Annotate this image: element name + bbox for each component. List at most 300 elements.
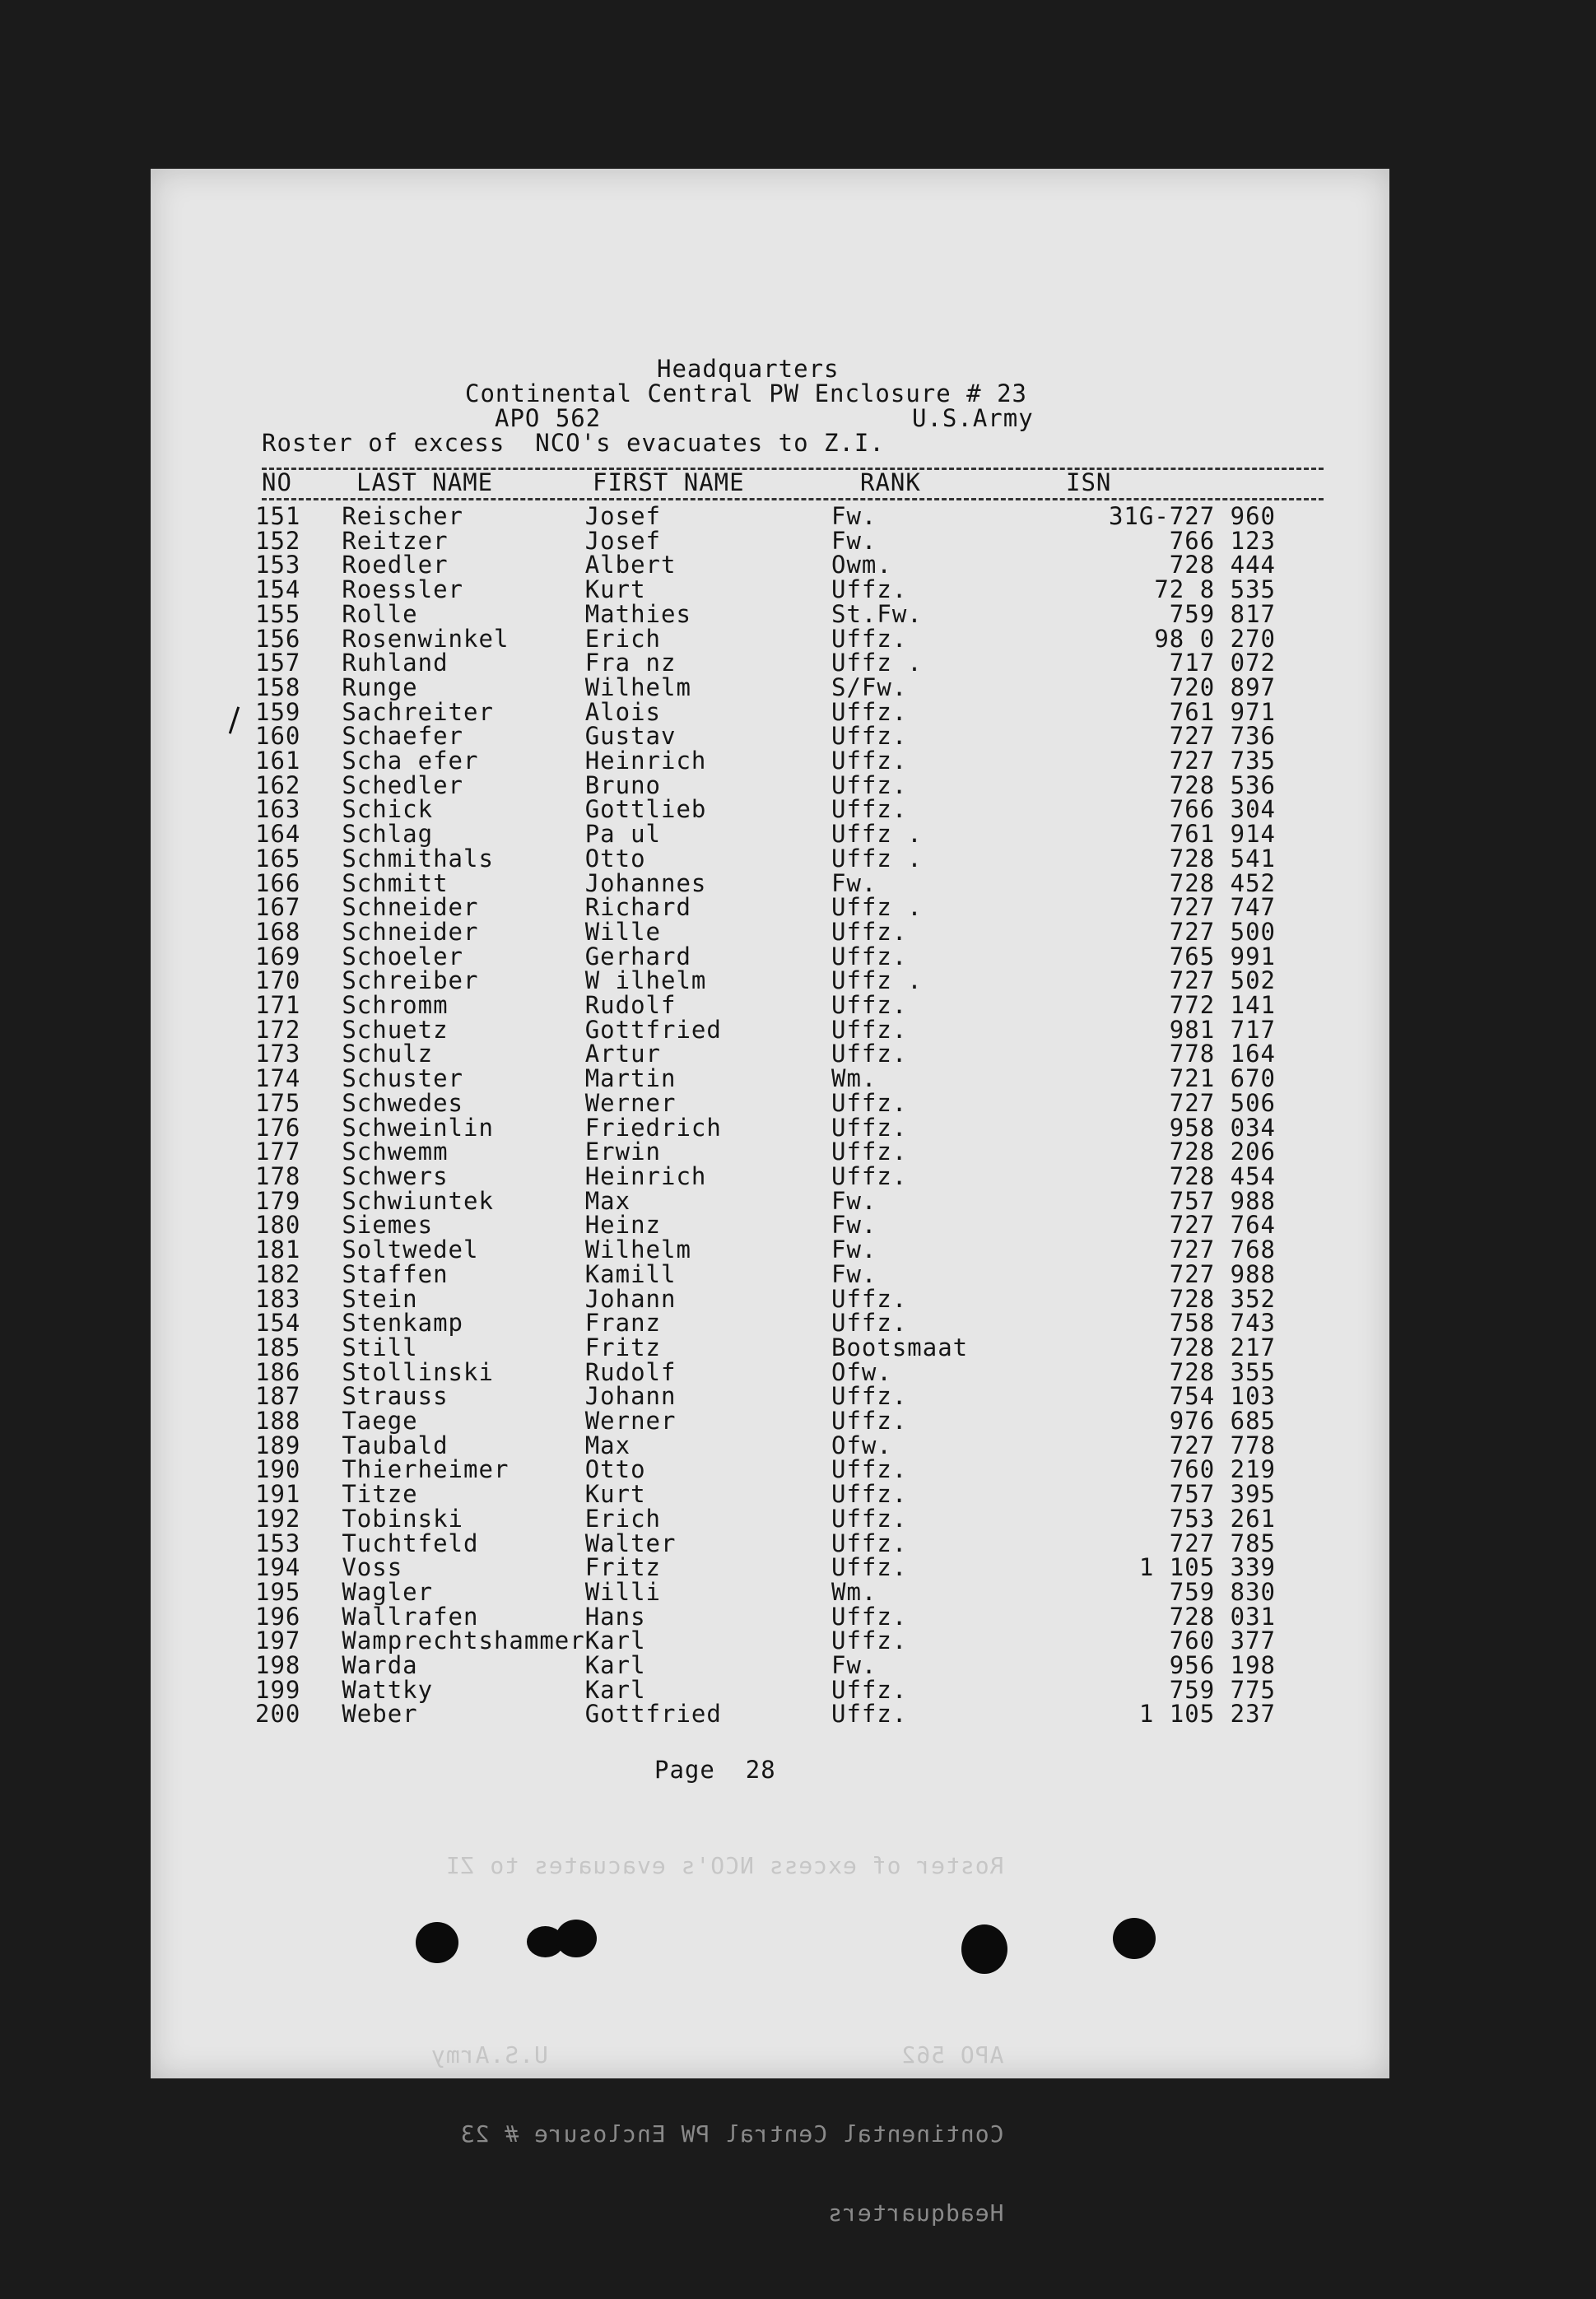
last-name-cell: Strauss	[342, 1382, 449, 1411]
row-number: 185	[255, 1333, 301, 1361]
bleed-line: APO 562 U.S.Army	[430, 2041, 1004, 2069]
last-name-cell: Stenkamp	[342, 1309, 464, 1338]
isn-cell: 31G-727 960	[1108, 502, 1276, 530]
isn-cell: 728 541	[1169, 844, 1276, 873]
table-row	[255, 1263, 1325, 1287]
table-row	[255, 676, 1325, 700]
first-name-cell: Karl	[584, 1651, 646, 1680]
rank-cell: Ofw.	[831, 1431, 892, 1459]
rank-cell: Ofw.	[831, 1357, 892, 1386]
row-number: 155	[255, 599, 301, 628]
isn-cell: 976 685	[1169, 1407, 1276, 1436]
first-name-cell: Fritz	[584, 1553, 662, 1582]
rank-cell: Uffz.	[831, 1040, 908, 1068]
rank-cell: Fw.	[831, 1211, 877, 1240]
row-number: 153	[255, 1529, 301, 1557]
table-row	[255, 1678, 1325, 1703]
last-name-cell: Schmithals	[342, 844, 494, 873]
isn-cell: 760 377	[1169, 1627, 1276, 1655]
first-name-cell: Bruno	[584, 770, 662, 799]
first-name-cell: Alois	[584, 697, 662, 726]
isn-cell: 728 454	[1169, 1161, 1276, 1190]
rank-cell: Uffz.	[831, 722, 908, 751]
isn-cell: 717 072	[1169, 649, 1276, 677]
table-row	[255, 603, 1325, 627]
isn-cell: 727 735	[1169, 747, 1276, 775]
table-row	[255, 994, 1325, 1018]
row-number: 167	[255, 893, 301, 922]
row-number: 179	[255, 1186, 301, 1215]
row-number: 163	[255, 795, 301, 824]
rank-cell: Fw.	[831, 502, 877, 530]
last-name-cell: Reitzer	[342, 526, 449, 555]
last-name-cell: Wattky	[342, 1675, 434, 1704]
table-row	[255, 651, 1325, 676]
header-enclosure: Continental Central PW Enclosure # 23	[465, 379, 1028, 407]
rank-cell: Uffz.	[831, 1602, 908, 1631]
first-name-cell: Franz	[584, 1309, 662, 1338]
table-row	[255, 1702, 1325, 1727]
first-name-cell: Rudolf	[584, 991, 677, 1020]
last-name-cell: Schwiuntek	[342, 1186, 494, 1215]
row-number: 174	[255, 1064, 301, 1093]
last-name-cell: Schulz	[342, 1040, 434, 1068]
last-name-cell: Roedler	[342, 551, 449, 579]
bleed-line: Continental Central PW Enclosure # 23	[459, 2120, 1004, 2148]
first-name-cell: Gerhard	[584, 942, 691, 970]
isn-cell: 727 502	[1169, 966, 1276, 995]
rank-cell: St.Fw.	[831, 599, 923, 628]
last-name-cell: Still	[342, 1333, 418, 1361]
row-number: 153	[255, 551, 301, 579]
isn-cell: 761 971	[1169, 697, 1276, 726]
first-name-cell: Pa ul	[584, 820, 662, 849]
first-name-cell: Heinrich	[584, 1161, 707, 1190]
rank-cell: Owm.	[831, 551, 892, 579]
first-name-cell: Otto	[584, 844, 646, 873]
rank-cell: Uffz.	[831, 1088, 908, 1117]
isn-cell: 753 261	[1169, 1504, 1276, 1533]
last-name-cell: Wamprechtshammer	[342, 1627, 585, 1655]
row-number: 152	[255, 526, 301, 555]
table-row	[255, 1336, 1325, 1361]
isn-cell: 759 775	[1169, 1675, 1276, 1704]
rank-cell: Uffz.	[831, 1627, 908, 1655]
last-name-cell: Wallrafen	[342, 1602, 479, 1631]
last-name-cell: Staffen	[342, 1259, 449, 1288]
dashed-rule-bottom	[262, 498, 1324, 500]
row-number: 151	[255, 502, 301, 530]
rank-cell: Fw.	[831, 526, 877, 555]
isn-cell: 728 444	[1169, 551, 1276, 579]
isn-cell: 72 8 535	[1154, 575, 1276, 604]
row-number: 164	[255, 820, 301, 849]
table-row	[255, 724, 1325, 749]
first-name-cell: Gustav	[584, 722, 677, 751]
roster-table-body	[255, 502, 1325, 1729]
row-number: 198	[255, 1651, 301, 1680]
last-name-cell: Tuchtfeld	[342, 1529, 479, 1557]
first-name-cell: Fritz	[584, 1333, 662, 1361]
first-name-cell: Walter	[584, 1529, 677, 1557]
last-name-cell: Schwers	[342, 1161, 449, 1190]
rank-cell: Uffz.	[831, 747, 908, 775]
row-number: 165	[255, 844, 301, 873]
table-row	[255, 749, 1325, 774]
rank-cell: Uffz.	[831, 1455, 908, 1484]
rank-cell: Uffz.	[831, 1284, 908, 1313]
last-name-cell: Schromm	[342, 991, 449, 1020]
header-apo: APO 562	[495, 404, 602, 432]
last-name-cell: Taubald	[342, 1431, 449, 1459]
last-name-cell: Soltwedel	[342, 1236, 479, 1264]
isn-cell: 727 988	[1169, 1259, 1276, 1288]
table-row	[255, 1311, 1325, 1336]
isn-cell: 1 105 237	[1138, 1700, 1276, 1729]
last-name-cell: Rosenwinkel	[342, 624, 510, 653]
isn-cell: 761 914	[1169, 820, 1276, 849]
isn-cell: 757 395	[1169, 1480, 1276, 1509]
table-row	[255, 1189, 1325, 1214]
isn-cell: 727 736	[1169, 722, 1276, 751]
last-name-cell: Schwedes	[342, 1088, 464, 1117]
rank-cell: Fw.	[831, 1186, 877, 1215]
table-row	[255, 1556, 1325, 1580]
document-page	[151, 169, 1389, 2227]
last-name-cell: Sachreiter	[342, 697, 494, 726]
table-row	[255, 1238, 1325, 1263]
row-number: 182	[255, 1259, 301, 1288]
rank-cell: Uffz.	[831, 697, 908, 726]
last-name-cell: Runge	[342, 672, 418, 701]
table-row	[255, 1507, 1325, 1532]
last-name-cell: Ruhland	[342, 649, 449, 677]
row-number: 189	[255, 1431, 301, 1459]
table-row	[255, 1067, 1325, 1091]
punch-hole	[556, 1920, 597, 1957]
first-name-cell: Wille	[584, 917, 662, 946]
row-number: 181	[255, 1236, 301, 1264]
first-name-cell: Heinrich	[584, 747, 707, 775]
rank-cell: Uffz.	[831, 575, 908, 604]
first-name-cell: Wilhelm	[584, 1236, 691, 1264]
isn-cell: 981 717	[1169, 1015, 1276, 1044]
last-name-cell: Schweinlin	[342, 1113, 494, 1142]
isn-cell: 778 164	[1169, 1040, 1276, 1068]
last-name-cell: Warda	[342, 1651, 418, 1680]
punch-hole	[961, 1924, 1007, 1974]
rank-cell: Fw.	[831, 1651, 877, 1680]
first-name-cell: Max	[584, 1431, 631, 1459]
first-name-cell: Rudolf	[584, 1357, 677, 1386]
rank-cell: S/Fw.	[831, 672, 908, 701]
row-number: 156	[255, 624, 301, 653]
row-number: 170	[255, 966, 301, 995]
bleed-through-text	[430, 1800, 1003, 2279]
rank-cell: Uffz.	[831, 770, 908, 799]
isn-cell: 956 198	[1169, 1651, 1276, 1680]
last-name-cell: Schaefer	[342, 722, 464, 751]
first-name-cell: Karl	[584, 1675, 646, 1704]
first-name-cell: Josef	[584, 526, 662, 555]
table-row	[255, 1091, 1325, 1116]
isn-cell: 758 743	[1169, 1309, 1276, 1338]
rank-cell: Fw.	[831, 1236, 877, 1264]
first-name-cell: Mathies	[584, 599, 691, 628]
rank-cell: Uffz.	[831, 1161, 908, 1190]
table-row	[255, 1287, 1325, 1312]
header-army: U.S.Army	[912, 404, 1034, 432]
isn-cell: 727 747	[1169, 893, 1276, 922]
first-name-cell: Erich	[584, 1504, 662, 1533]
row-number: 166	[255, 868, 301, 897]
row-number: 169	[255, 942, 301, 970]
isn-cell: 765 991	[1169, 942, 1276, 970]
row-number: 187	[255, 1382, 301, 1411]
first-name-cell: Artur	[584, 1040, 662, 1068]
first-name-cell: Albert	[584, 551, 677, 579]
rank-cell: Uffz.	[831, 1700, 908, 1729]
rank-cell: Uffz.	[831, 991, 908, 1020]
table-row	[255, 920, 1325, 945]
last-name-cell: Schick	[342, 795, 434, 824]
rank-cell: Uffz .	[831, 820, 923, 849]
rank-cell: Uffz.	[831, 1382, 908, 1411]
last-name-cell: Schoeler	[342, 942, 464, 970]
last-name-cell: Schedler	[342, 770, 464, 799]
row-number: 172	[255, 1015, 301, 1044]
header-headquarters: Headquarters	[657, 355, 840, 383]
first-name-cell: Johannes	[584, 868, 707, 897]
bleed-line: Roster of excess NCO's evacuates to ZI	[444, 1852, 1004, 1879]
first-name-cell: Kamill	[584, 1259, 677, 1288]
first-name-cell: Karl	[584, 1627, 646, 1655]
first-name-cell: Josef	[584, 502, 662, 530]
column-header-last-name: LAST NAME	[356, 468, 494, 496]
isn-cell: 728 452	[1169, 868, 1276, 897]
row-number: 180	[255, 1211, 301, 1240]
table-row	[255, 700, 1325, 725]
first-name-cell: Werner	[584, 1407, 677, 1436]
first-name-cell: Max	[584, 1186, 631, 1215]
row-number: 178	[255, 1161, 301, 1190]
isn-cell: 728 355	[1169, 1357, 1276, 1386]
isn-cell: 727 785	[1169, 1529, 1276, 1557]
row-number: 154	[255, 1309, 301, 1338]
table-row	[255, 1042, 1325, 1067]
last-name-cell: Schneider	[342, 917, 479, 946]
isn-cell: 958 034	[1169, 1113, 1276, 1142]
row-number: 161	[255, 747, 301, 775]
rank-cell: Uffz.	[831, 1504, 908, 1533]
table-row	[255, 627, 1325, 652]
row-number: 159	[255, 697, 301, 726]
row-number: 186	[255, 1357, 301, 1386]
row-number: 192	[255, 1504, 301, 1533]
rank-cell: Uffz.	[831, 1407, 908, 1436]
rank-cell: Uffz.	[831, 1113, 908, 1142]
table-row	[255, 1116, 1325, 1141]
last-name-cell: Schmitt	[342, 868, 449, 897]
first-name-cell: Heinz	[584, 1211, 662, 1240]
last-name-cell: Reischer	[342, 502, 464, 530]
table-row	[255, 1140, 1325, 1165]
last-name-cell: Schlag	[342, 820, 434, 849]
column-header-rank: RANK	[860, 468, 921, 496]
row-number: 196	[255, 1602, 301, 1631]
rank-cell: Uffz.	[831, 795, 908, 824]
last-name-cell: Weber	[342, 1700, 418, 1729]
isn-cell: 721 670	[1169, 1064, 1276, 1093]
last-name-cell: Roessler	[342, 575, 464, 604]
table-row	[255, 1482, 1325, 1507]
rank-cell: Uffz.	[831, 1529, 908, 1557]
table-row	[255, 1018, 1325, 1043]
rank-cell: Uffz.	[831, 917, 908, 946]
table-row	[255, 1385, 1325, 1409]
table-row	[255, 1629, 1325, 1654]
rank-cell: Fw.	[831, 868, 877, 897]
last-name-cell: Schreiber	[342, 966, 479, 995]
first-name-cell: Werner	[584, 1088, 677, 1117]
rank-cell: Uffz .	[831, 966, 923, 995]
isn-cell: 727 768	[1169, 1236, 1276, 1264]
table-row	[255, 774, 1325, 798]
row-number: 177	[255, 1138, 301, 1166]
isn-cell: 728 352	[1169, 1284, 1276, 1313]
rank-cell: Uffz.	[831, 1015, 908, 1044]
isn-cell: 727 764	[1169, 1211, 1276, 1240]
table-row	[255, 847, 1325, 872]
isn-cell: 728 217	[1169, 1333, 1276, 1361]
table-row	[255, 822, 1325, 847]
table-row	[255, 1434, 1325, 1459]
column-header-no: NO	[262, 468, 292, 496]
rank-cell: Uffz .	[831, 649, 923, 677]
last-name-cell: Voss	[342, 1553, 403, 1582]
rank-cell: Uffz.	[831, 624, 908, 653]
table-row	[255, 1532, 1325, 1557]
table-row	[255, 529, 1325, 554]
isn-cell: 727 506	[1169, 1088, 1276, 1117]
row-number: 188	[255, 1407, 301, 1436]
first-name-cell: Friedrich	[584, 1113, 722, 1142]
isn-cell: 772 141	[1169, 991, 1276, 1020]
first-name-cell: Willi	[584, 1577, 662, 1606]
last-name-cell: Rolle	[342, 599, 418, 628]
isn-cell: 720 897	[1169, 672, 1276, 701]
row-number: 162	[255, 770, 301, 799]
roster-table	[255, 502, 1325, 1729]
rank-cell: Wm.	[831, 1577, 877, 1606]
first-name-cell: Gottfried	[584, 1700, 722, 1729]
table-row	[255, 1165, 1325, 1189]
header-roster-title: Roster of excess NCO's evacuates to Z.I.	[262, 429, 885, 457]
first-name-cell: Fra nz	[584, 649, 677, 677]
rank-cell: Uffz.	[831, 1309, 908, 1338]
row-number: 190	[255, 1455, 301, 1484]
table-row	[255, 969, 1325, 994]
rank-cell: Fw.	[831, 1259, 877, 1288]
table-row	[255, 1361, 1325, 1385]
table-row	[255, 872, 1325, 896]
row-number: 171	[255, 991, 301, 1020]
row-number: 158	[255, 672, 301, 701]
column-header-isn: ISN	[1066, 468, 1112, 496]
first-name-cell: W ilhelm	[584, 966, 707, 995]
first-name-cell: Erwin	[584, 1138, 662, 1166]
row-number: 176	[255, 1113, 301, 1142]
first-name-cell: Gottlieb	[584, 795, 707, 824]
table-row	[255, 798, 1325, 822]
table-row	[255, 553, 1325, 578]
rank-cell: Wm.	[831, 1064, 877, 1093]
isn-cell: 754 103	[1169, 1382, 1276, 1411]
row-number: 194	[255, 1553, 301, 1582]
isn-cell: 727 778	[1169, 1431, 1276, 1459]
first-name-cell: Gottfried	[584, 1015, 722, 1044]
column-header-first-name: FIRST NAME	[593, 468, 745, 496]
last-name-cell: Scha efer	[342, 747, 479, 775]
bleed-line: Headquarters	[827, 2199, 1004, 2227]
isn-cell: 728 536	[1169, 770, 1276, 799]
last-name-cell: Schuetz	[342, 1015, 449, 1044]
page-number: Page 28	[654, 1756, 776, 1784]
table-row	[255, 945, 1325, 970]
first-name-cell: Hans	[584, 1602, 646, 1631]
first-name-cell: Martin	[584, 1064, 677, 1093]
isn-cell: 727 500	[1169, 917, 1276, 946]
table-row	[255, 1654, 1325, 1678]
rank-cell: Uffz.	[831, 1553, 908, 1582]
last-name-cell: Wagler	[342, 1577, 434, 1606]
table-row	[255, 578, 1325, 603]
last-name-cell: Schuster	[342, 1064, 464, 1093]
first-name-cell: Kurt	[584, 575, 646, 604]
table-row	[255, 1580, 1325, 1605]
last-name-cell: Taege	[342, 1407, 418, 1436]
row-number: 175	[255, 1088, 301, 1117]
first-name-cell: Kurt	[584, 1480, 646, 1509]
row-number: 195	[255, 1577, 301, 1606]
last-name-cell: Schwemm	[342, 1138, 449, 1166]
rank-cell: Bootsmaat	[831, 1333, 969, 1361]
isn-cell: 728 031	[1169, 1602, 1276, 1631]
row-number: 197	[255, 1627, 301, 1655]
last-name-cell: Thierheimer	[342, 1455, 510, 1484]
isn-cell: 757 988	[1169, 1186, 1276, 1215]
rank-cell: Uffz.	[831, 1480, 908, 1509]
row-number: 199	[255, 1675, 301, 1704]
row-number: 157	[255, 649, 301, 677]
row-number: 191	[255, 1480, 301, 1509]
punch-hole	[416, 1922, 458, 1963]
row-number: 160	[255, 722, 301, 751]
document-content	[151, 169, 1389, 2227]
table-row	[255, 1605, 1325, 1630]
row-number: 183	[255, 1284, 301, 1313]
rank-cell: Uffz.	[831, 1138, 908, 1166]
first-name-cell: Johann	[584, 1284, 677, 1313]
isn-cell: 1 105 339	[1138, 1553, 1276, 1582]
isn-cell: 766 123	[1169, 526, 1276, 555]
first-name-cell: Wilhelm	[584, 672, 691, 701]
isn-cell: 728 206	[1169, 1138, 1276, 1166]
last-name-cell: Tobinski	[342, 1504, 464, 1533]
last-name-cell: Titze	[342, 1480, 418, 1509]
first-name-cell: Otto	[584, 1455, 646, 1484]
punch-hole	[1113, 1918, 1156, 1959]
